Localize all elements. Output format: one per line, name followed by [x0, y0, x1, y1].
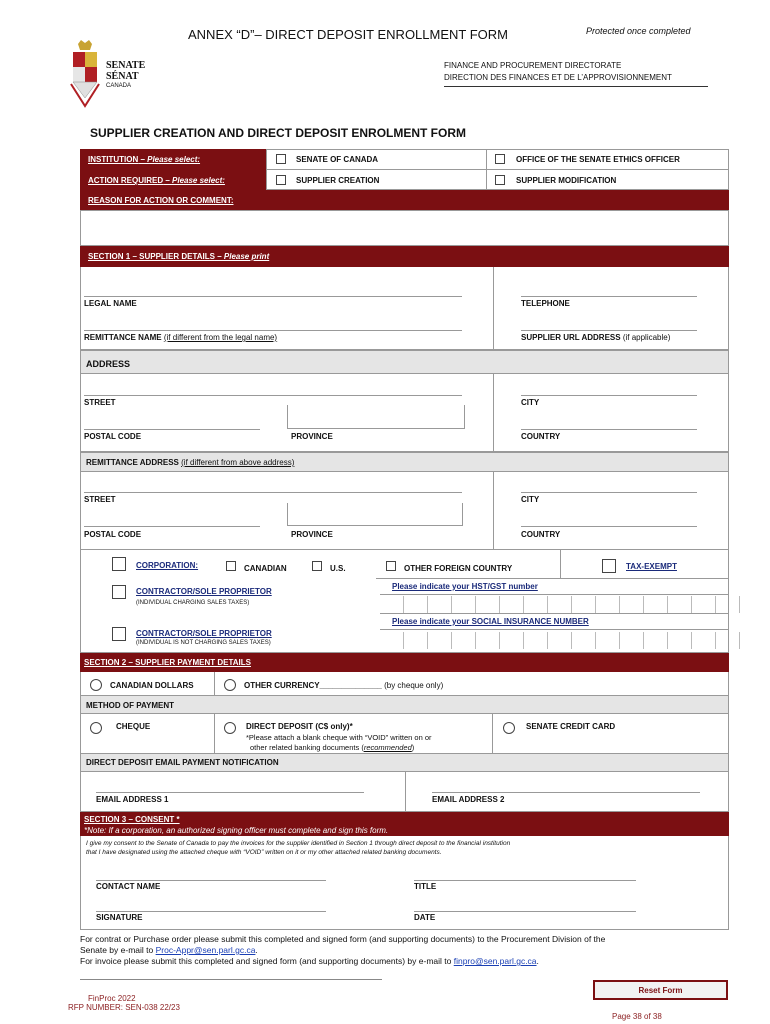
- section3-title: SECTION 3 – CONSENT *: [84, 815, 180, 824]
- logo-text-senate: SENATE: [106, 60, 146, 71]
- contractor-tax-label: CONTRACTOR/SOLE PROPRIETOR: [136, 587, 272, 596]
- street-field[interactable]: [84, 380, 462, 395]
- credit-card-radio[interactable]: [503, 722, 515, 734]
- contact-name-label: CONTACT NAME: [96, 882, 161, 891]
- contract-instructions: For contrat or Purchase order please submit this completed and signed form (and supporting documents) to the Procurement Division of the: [80, 934, 606, 944]
- sin-note: Please indicate your SOCIAL INSURANCE NUMBER: [392, 617, 589, 626]
- date-label: DATE: [414, 913, 436, 922]
- page-title: ANNEX “D”– DIRECT DEPOSIT ENROLLMENT FORM: [188, 27, 508, 42]
- supplier-creation-label: SUPPLIER CREATION: [296, 176, 380, 185]
- remittance-address-label: REMITTANCE ADDRESS (if different from above address): [86, 458, 295, 467]
- cheque-label: CHEQUE: [116, 722, 151, 731]
- cad-radio[interactable]: [90, 679, 102, 691]
- supplier-url-label: SUPPLIER URL ADDRESS (if applicable): [521, 333, 671, 342]
- form-title: SUPPLIER CREATION AND DIRECT DEPOSIT ENROLMENT FORM: [90, 126, 467, 140]
- remit-city-field[interactable]: [521, 477, 697, 492]
- consent-text-1: I give my consent to the Senate of Canada to pay the invoices for the supplier identified in Section 1 through direct deposit to the financial institution: [86, 840, 511, 847]
- remit-street-label: STREET: [84, 495, 116, 504]
- section1-title: SECTION 1 – SUPPLIER DETAILS – Please print: [88, 252, 270, 261]
- method-header: [80, 696, 729, 714]
- remittance-name-label: REMITTANCE NAME (if different from the legal name): [84, 333, 278, 342]
- action-label: ACTION REQUIRED – Please select:: [88, 176, 225, 185]
- tax-exempt-label: TAX-EXEMPT: [626, 562, 677, 571]
- credit-card-label: SENATE CREDIT CARD: [526, 722, 616, 731]
- remit-city-label: CITY: [521, 495, 540, 504]
- telephone-field[interactable]: [521, 280, 697, 296]
- consent-text-2: that I have designated using the attached cheque with “VOID” written on it or my other attached related banking documents.: [86, 849, 442, 856]
- remit-postal-code-field[interactable]: [84, 510, 260, 526]
- canadian-checkbox[interactable]: [226, 561, 236, 571]
- senate-of-canada-checkbox[interactable]: [276, 154, 286, 164]
- title-label: TITLE: [414, 882, 437, 891]
- supplier-modification-label: SUPPLIER MODIFICATION: [516, 176, 617, 185]
- email2-label: EMAIL ADDRESS 2: [432, 795, 505, 804]
- reason-field[interactable]: [80, 210, 729, 246]
- legal-name-field[interactable]: [84, 280, 462, 296]
- direct-deposit-note-2: other related banking documents (recommended): [250, 743, 415, 752]
- legal-name-label: LEGAL NAME: [84, 299, 137, 308]
- section2-title: SECTION 2 – SUPPLIER PAYMENT DETAILS: [84, 658, 251, 667]
- finproc-code: FinProc 2022: [88, 994, 136, 1003]
- postal-code-field[interactable]: [84, 413, 260, 429]
- ethics-officer-checkbox[interactable]: [495, 154, 505, 164]
- direct-deposit-radio[interactable]: [224, 722, 236, 734]
- ethics-officer-label: OFFICE OF THE SENATE ETHICS OFFICER: [516, 155, 680, 164]
- direct-deposit-note: *Please attach a blank cheque with “VOID” written on or: [246, 733, 432, 742]
- proc-email-link[interactable]: Proc-Appr@sen.parl.gc.ca: [155, 945, 256, 955]
- title-field[interactable]: [414, 865, 636, 880]
- contact-name-field[interactable]: [96, 865, 326, 880]
- reason-label: REASON FOR ACTION OR COMMENT:: [88, 196, 234, 205]
- other-foreign-checkbox[interactable]: [386, 561, 396, 571]
- contract-instructions-2: Senate by e-mail to Proc-Appr@sen.parl.gc.ca.: [80, 945, 258, 955]
- country-field[interactable]: [521, 413, 697, 429]
- logo-text-senat: SÉNAT: [106, 71, 139, 82]
- senate-crest-icon: [68, 38, 102, 110]
- remit-country-field[interactable]: [521, 510, 697, 526]
- invoice-instructions: For invoice please submit this completed and signed form (and supporting documents) by e-mail to finpro@sen.parl.gc.ca.: [80, 956, 539, 966]
- hst-number-field[interactable]: [380, 594, 729, 614]
- contractor-tax-sub: (INDIVIDUAL CHARGING SALES TAXES): [136, 600, 250, 606]
- country-label: COUNTRY: [521, 432, 561, 441]
- hst-note: Please indicate your HST/GST number: [392, 582, 538, 591]
- contractor-notax-sub: (INDIVIDUAL IS NOT CHARGING SALES TAXES): [136, 640, 271, 646]
- email-notif-label: DIRECT DEPOSIT EMAIL PAYMENT NOTIFICATION: [86, 758, 279, 767]
- date-field[interactable]: [414, 896, 636, 911]
- contractor-notax-checkbox[interactable]: [112, 627, 126, 641]
- cheque-radio[interactable]: [90, 722, 102, 734]
- supplier-url-field[interactable]: [521, 314, 697, 330]
- remit-province-field[interactable]: [287, 503, 463, 526]
- direct-deposit-label: DIRECT DEPOSIT (C$ only)*: [246, 722, 353, 731]
- province-field[interactable]: [287, 405, 465, 429]
- finpro-email-link[interactable]: finpro@sen.parl.gc.ca: [453, 956, 537, 966]
- remit-country-label: COUNTRY: [521, 530, 561, 539]
- email2-field[interactable]: [432, 777, 700, 792]
- province-label: PROVINCE: [291, 432, 333, 441]
- postal-code-label: POSTAL CODE: [84, 432, 142, 441]
- sin-field[interactable]: [380, 629, 729, 651]
- other-currency-radio[interactable]: [224, 679, 236, 691]
- tax-exempt-checkbox[interactable]: [602, 559, 616, 573]
- remit-postal-code-label: POSTAL CODE: [84, 530, 142, 539]
- other-foreign-label: OTHER FOREIGN COUNTRY: [404, 564, 513, 573]
- contractor-tax-checkbox[interactable]: [112, 585, 126, 599]
- contractor-notax-label: CONTRACTOR/SOLE PROPRIETOR: [136, 629, 272, 638]
- street-label: STREET: [84, 398, 116, 407]
- directorate-fr: DIRECTION DES FINANCES ET DE L’APPROVISIONNEMENT: [444, 73, 672, 82]
- email1-field[interactable]: [96, 777, 364, 792]
- us-checkbox[interactable]: [312, 561, 322, 571]
- city-label: CITY: [521, 398, 540, 407]
- senate-of-canada-label: SENATE OF CANADA: [296, 155, 379, 164]
- institution-label: INSTITUTION – Please select:: [88, 155, 201, 164]
- reset-form-button[interactable]: Reset Form: [593, 980, 728, 1000]
- supplier-creation-checkbox[interactable]: [276, 175, 286, 185]
- remit-street-field[interactable]: [84, 477, 462, 492]
- cad-label: CANADIAN DOLLARS: [110, 681, 194, 690]
- directorate-en: FINANCE AND PROCUREMENT DIRECTORATE: [444, 61, 622, 70]
- remit-province-label: PROVINCE: [291, 530, 333, 539]
- signature-label: SIGNATURE: [96, 913, 143, 922]
- corporation-label: CORPORATION:: [136, 561, 199, 570]
- remittance-name-field[interactable]: [84, 314, 462, 330]
- signature-field[interactable]: [96, 896, 326, 911]
- city-field[interactable]: [521, 380, 697, 395]
- other-currency-label: OTHER CURRENCY______________ (by cheque only): [244, 681, 444, 690]
- section3-note: *Note: If a corporation, an authorized signing officer must complete and sign this form.: [84, 826, 389, 835]
- rfp-number: RFP NUMBER: SEN-038 22/23: [68, 1003, 180, 1012]
- method-label: METHOD OF PAYMENT: [86, 701, 175, 710]
- email1-label: EMAIL ADDRESS 1: [96, 795, 169, 804]
- us-label: U.S.: [330, 564, 346, 573]
- protected-notice: Protected once completed: [586, 26, 691, 36]
- corporation-checkbox[interactable]: [112, 557, 126, 571]
- page-number: Page 38 of 38: [612, 1012, 662, 1021]
- supplier-modification-checkbox[interactable]: [495, 175, 505, 185]
- senate-logo: [68, 38, 152, 112]
- logo-text-canada: CANADA: [106, 83, 132, 89]
- telephone-label: TELEPHONE: [521, 299, 570, 308]
- address-label: ADDRESS: [86, 359, 131, 369]
- canadian-label: CANADIAN: [244, 564, 287, 573]
- address-header: [80, 350, 729, 374]
